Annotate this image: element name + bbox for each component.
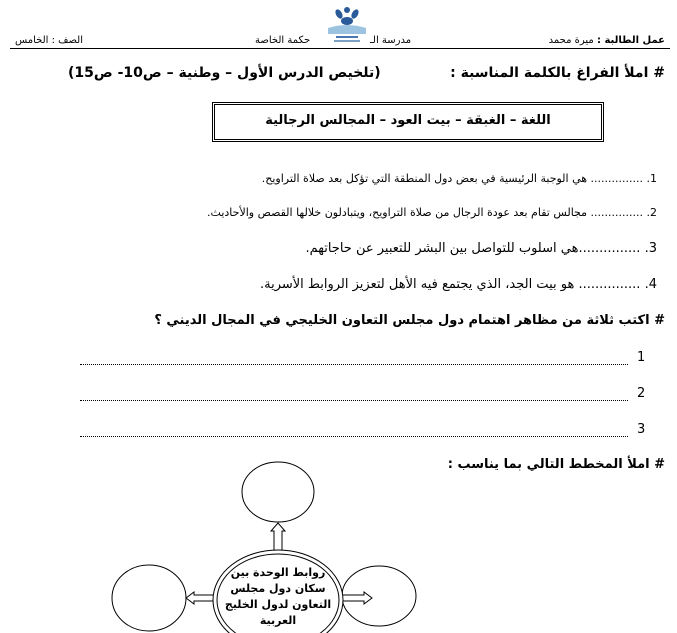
center-text-line: روابط الوحدة بين bbox=[230, 566, 326, 579]
fill-item-2 bbox=[207, 206, 657, 219]
student-name-field bbox=[549, 35, 665, 46]
item-number: 4. bbox=[644, 277, 657, 292]
answer-line-number-1: 1 bbox=[637, 350, 646, 365]
fill-item-1 bbox=[262, 172, 657, 185]
arrow-up bbox=[271, 523, 285, 552]
item-number: 2. bbox=[646, 206, 657, 219]
item-number: 1. bbox=[646, 172, 657, 185]
answer-line-3[interactable] bbox=[80, 436, 628, 437]
fill-item-3 bbox=[305, 241, 657, 256]
answer-line-1[interactable] bbox=[80, 364, 628, 365]
center-text bbox=[218, 565, 338, 629]
answer-line-number-3: 3 bbox=[637, 422, 646, 437]
item-text: ...............هي اسلوب للتواصل بين البشر للتعبير عن حاجاتهم. bbox=[305, 241, 641, 256]
section2-heading: # اكتب ثلاثة من مظاهر اهتمام دول مجلس التعاون الخليجي في المجال الديني ؟ bbox=[154, 313, 665, 328]
student-label: عمل الطالبة : bbox=[596, 35, 665, 46]
center-text-line: سكان دول مجلس bbox=[230, 582, 326, 595]
center-text-line: العربية bbox=[259, 614, 297, 627]
school-suffix: حكمة الخاصة bbox=[255, 35, 311, 46]
left-answer-ellipse[interactable] bbox=[112, 565, 186, 631]
school-logo bbox=[326, 4, 368, 44]
word-bank: اللغة – الغبقة – بيت العود – المجالس الرجالية bbox=[265, 113, 551, 128]
answer-line-number-2: 2 bbox=[637, 386, 646, 401]
fill-item-4 bbox=[260, 277, 657, 292]
header-divider bbox=[10, 48, 670, 49]
item-text: ............... هي الوجبة الرئيسية في بعض دول المنطقة التي تؤكل بعد صلاة التراويح. bbox=[261, 172, 643, 185]
center-text-line: التعاون لدول الخليج bbox=[224, 598, 332, 611]
item-text: ............... هو بيت الجد، الذي يجتمع فيه الأهل لتعزيز الروابط الأسرية. bbox=[259, 277, 641, 292]
answer-line-2[interactable] bbox=[80, 400, 628, 401]
grade-label: الصف : الخامس bbox=[15, 35, 84, 46]
school-prefix: مدرسة الـ bbox=[370, 35, 412, 46]
section3-heading: # املأ المخطط التالي بما يناسب : bbox=[447, 457, 665, 472]
top-answer-ellipse[interactable] bbox=[242, 462, 314, 522]
student-name: ميرة محمد bbox=[548, 35, 594, 46]
word-bank-box bbox=[212, 102, 604, 142]
arrow-left bbox=[186, 592, 215, 604]
item-number: 3. bbox=[644, 241, 657, 256]
section1-heading: # املأ الفراغ بالكلمة المناسبة : bbox=[450, 65, 665, 81]
item-text: ............... مجالس تقام بعد عودة الرجال من صلاة التراويح، ويتبادلون خلالها القصص والأحاديث. bbox=[207, 206, 643, 219]
lesson-reference: (تلخيص الدرس الأول – وطنية – ص10- ص15) bbox=[68, 65, 381, 81]
